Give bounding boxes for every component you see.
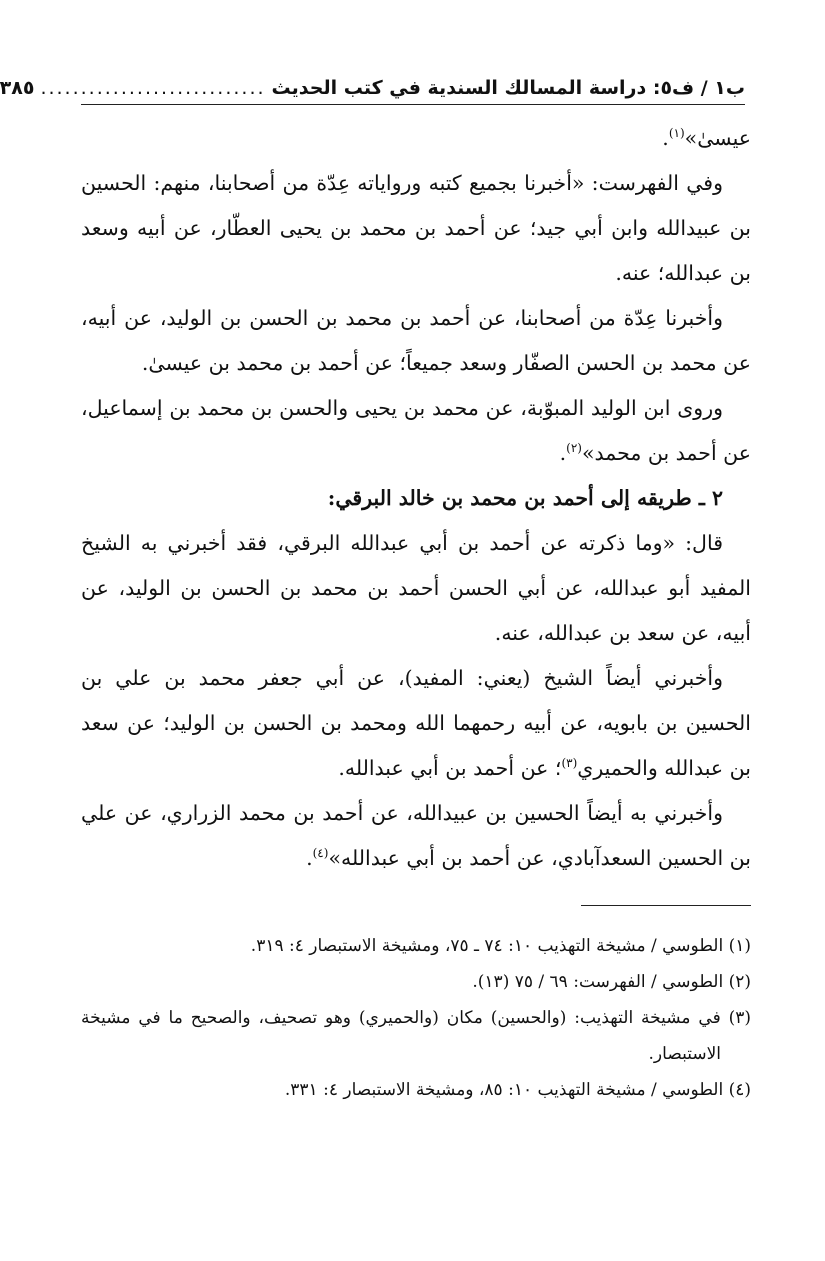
section-heading: ٢ ـ طريقه إلى أحمد بن محمد بن خالد البرقي:: [327, 486, 723, 510]
paragraph-punct: .: [306, 846, 313, 870]
paragraph-text: ؛ عن أحمد بن أبي عبدالله.: [338, 756, 562, 780]
paragraph: قال: «وما ذكرته عن أحمد بن أبي عبدالله البرقي، فقد أخبرني به الشيخ المفيد أبو عبدالله، عن أبي الحسن أحمد بن محمد بن الحسن بن الوليد، عن أبيه، عن سعد بن عبدالله، عنه.: [81, 531, 751, 645]
paragraph-continuation: [81, 116, 751, 161]
header-title: ب١ / ف٥: دراسة المسالك السندية في كتب الحديث: [271, 77, 745, 99]
footnote-2: (٢) الطوسي / الفهرست: ٦٩ / ٧٥ (١٣).: [472, 972, 751, 992]
paragraph-text: وأخبرني أيضاً الشيخ (يعني: المفيد)، عن أبي جعفر محمد بن علي بن الحسين بن بابويه، عن أبيه رحمهما الله ومحمد بن الحسن بن الوليد؛ عن سعد بن عبدالله والحميري: [81, 666, 751, 780]
footnote-4: (٤) الطوسي / مشيخة التهذيب ١٠: ٨٥، ومشيخة الاستبصار ٤: ٣٣١.: [284, 1080, 751, 1100]
book-page: [1, 0, 825, 1261]
main-text: [81, 116, 751, 1108]
footnotes: [81, 928, 751, 1108]
footnote-ref[interactable]: (٤): [312, 846, 329, 861]
footnote-ref[interactable]: (١): [668, 126, 685, 141]
paragraph: [81, 656, 751, 791]
footnote-1: (١) الطوسي / مشيخة التهذيب ١٠: ٧٤ ـ ٧٥، ومشيخة الاستبصار ٤: ٣١٩.: [250, 936, 751, 956]
paragraph: [81, 386, 751, 476]
paragraph-text: وروى ابن الوليد المبوّبة، عن محمد بن يحيى والحسن بن محمد بن إسماعيل، عن أحمد بن محمد»: [81, 396, 751, 465]
running-header: [0, 72, 745, 105]
header-dot-leader: ............................: [40, 77, 266, 99]
paragraph: وفي الفهرست: «أخبرنا بجميع كتبه ورواياته عِدّة من أصحابنا، منهم: الحسين بن عبيدالله وابن أبي جيد؛ عن أحمد بن محمد بن يحيى العطّار، عن أبيه وسعد بن عبدالله؛ عنه.: [81, 171, 751, 285]
paragraph-text: عيسىٰ»: [684, 126, 751, 150]
paragraph-punct: .: [662, 126, 669, 150]
paragraph-punct: .: [559, 441, 567, 465]
footnote-divider: [581, 905, 751, 906]
paragraph: وأخبرنا عِدّة من أصحابنا، عن أحمد بن محمد بن الحسن بن الوليد، عن أبيه، عن محمد بن الحسن الصفّار وسعد جميعاً؛ عن أحمد بن محمد بن عيسىٰ.: [81, 306, 751, 375]
footnote-ref[interactable]: (٣): [561, 756, 578, 771]
page-number: ٣٨٥: [0, 77, 35, 99]
paragraph-text: وأخبرني به أيضاً الحسين بن عبيدالله، عن أحمد بن محمد الزراري، عن علي بن الحسين السعدآبادي، عن أحمد بن أبي عبدالله»: [81, 801, 751, 870]
footnote-3: (٣) في مشيخة التهذيب: (والحسين) مكان (والحميري) وهو تصحيف، والصحيح ما في مشيخة الاستبصار.: [81, 1008, 751, 1064]
footnote-ref[interactable]: (٢): [566, 441, 582, 456]
paragraph: [81, 791, 751, 881]
